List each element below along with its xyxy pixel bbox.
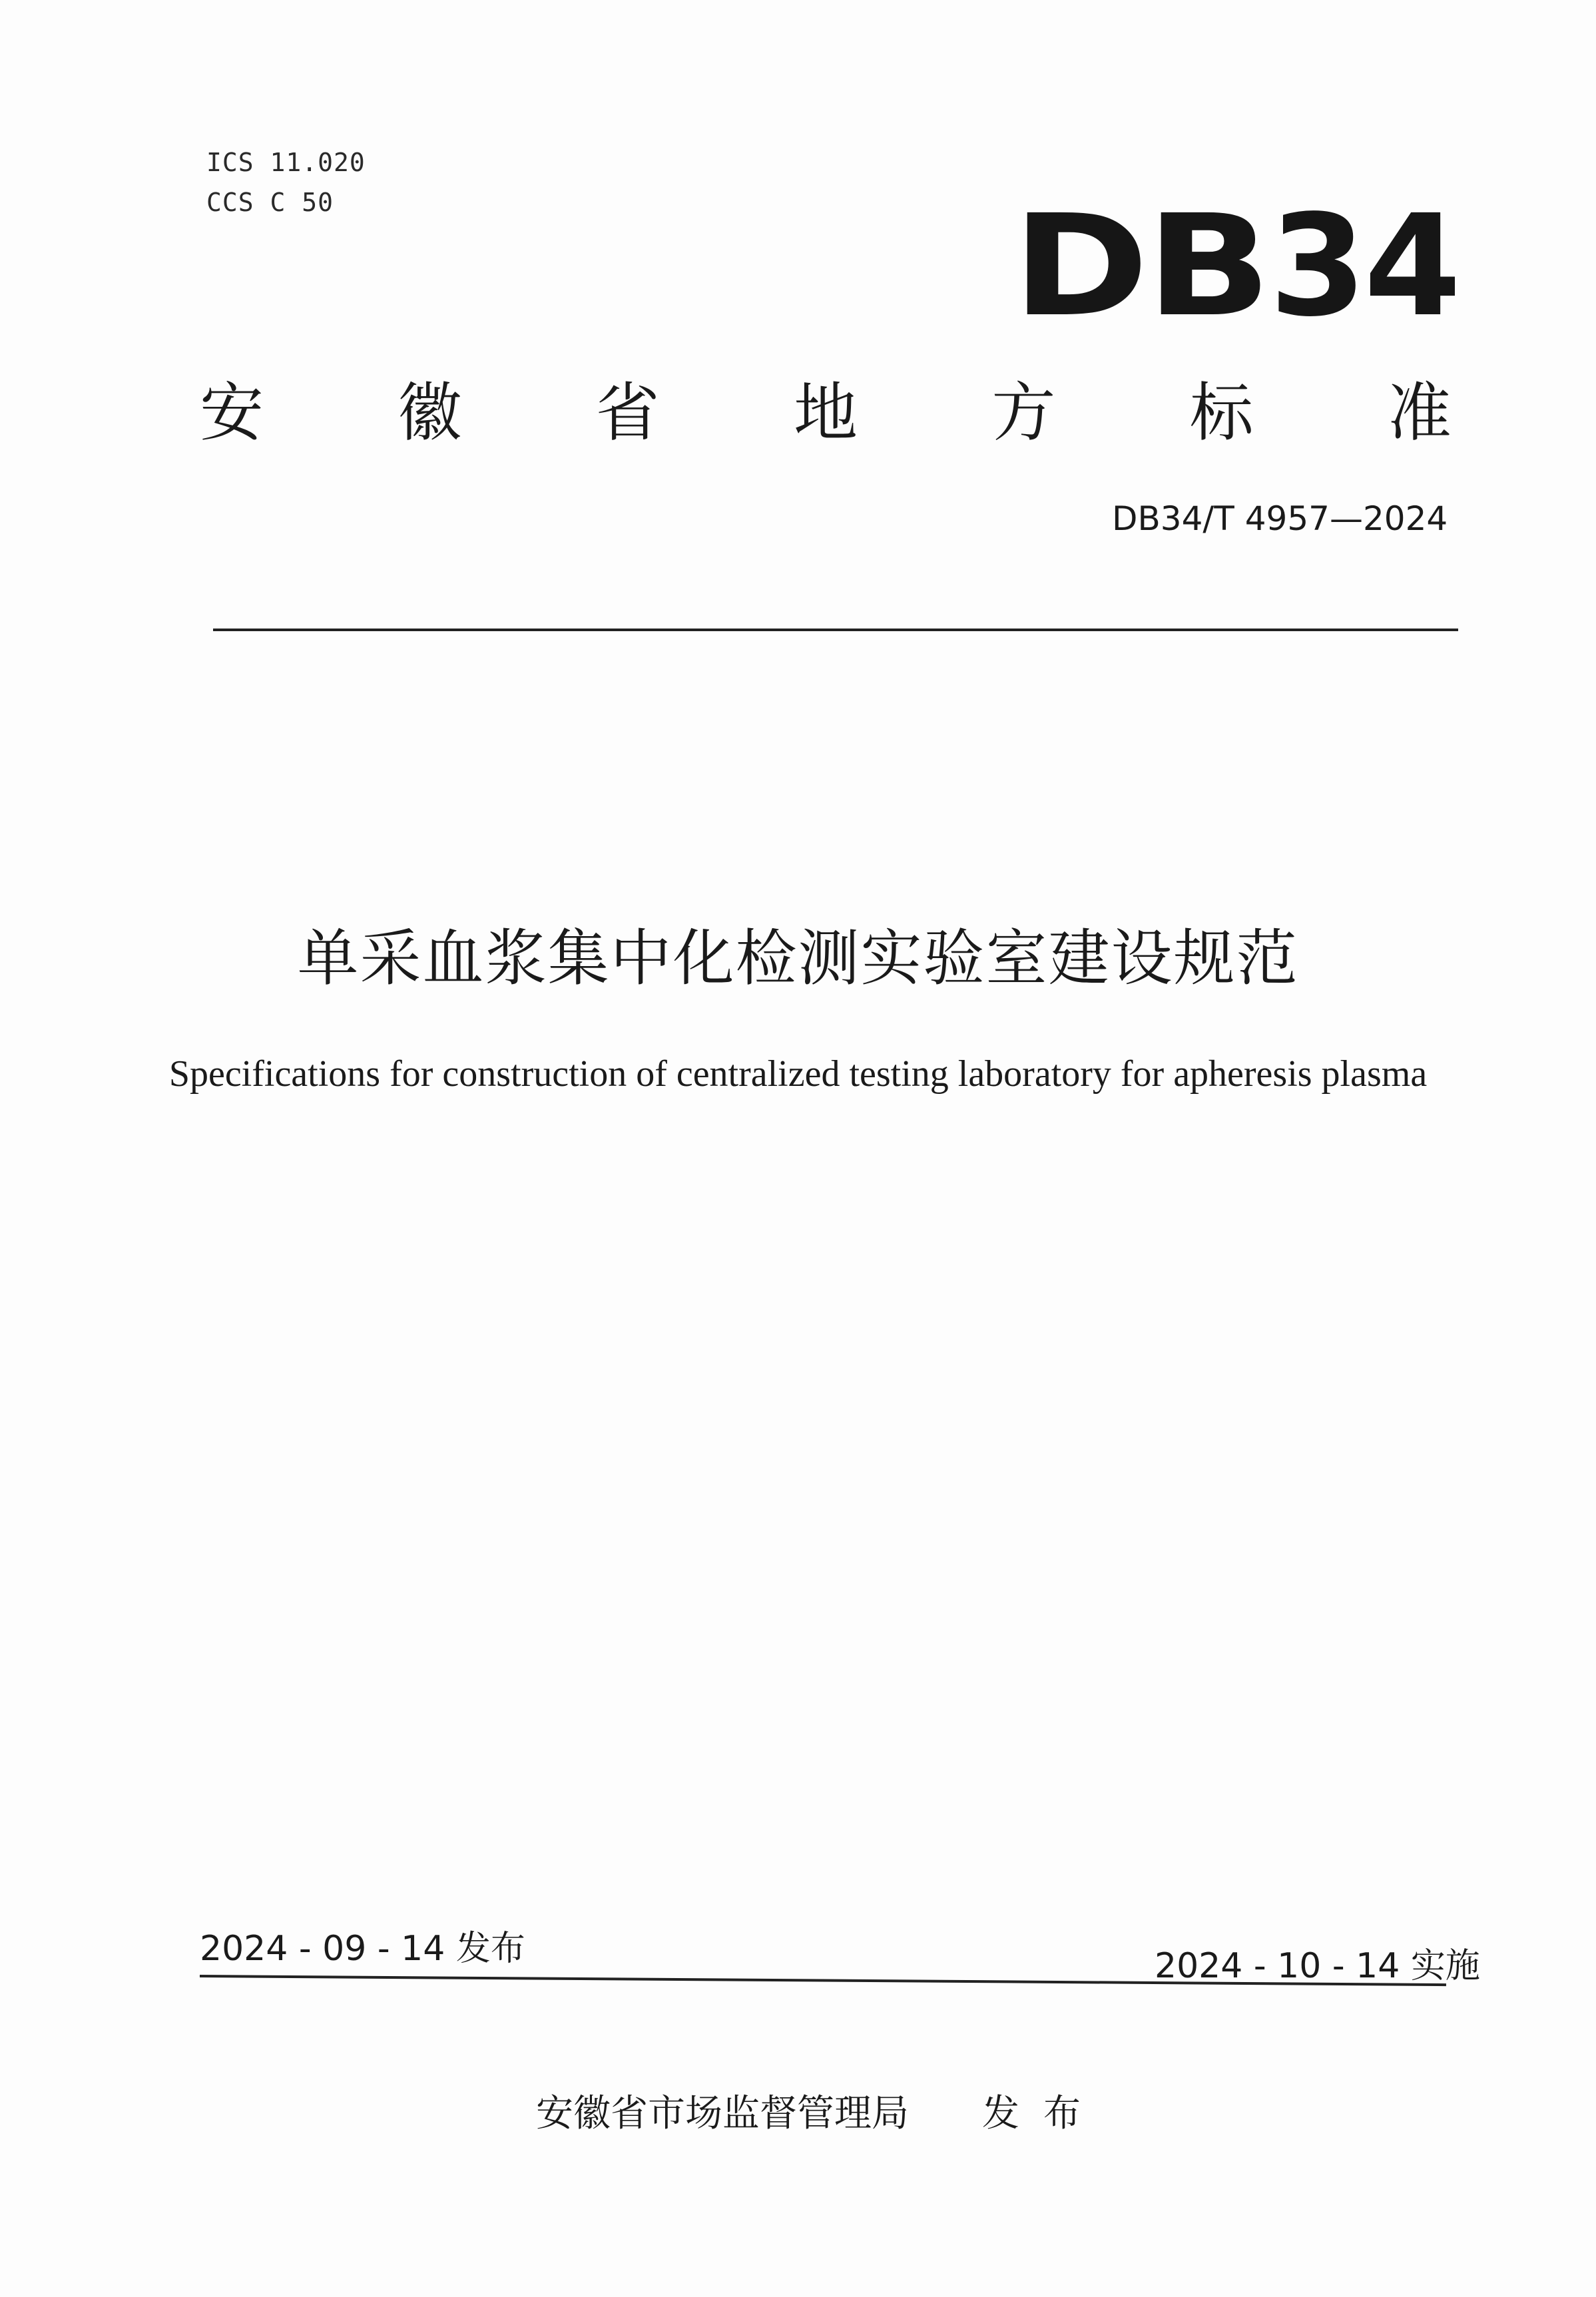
title-english: Specifications for construction of centralized testing laboratory for apheresis plasma [168,1053,1428,1095]
ccs-code: CCS C 50 [206,188,334,217]
doc-type-char: 标 [1189,376,1254,450]
doc-type-char: 省 [595,376,660,450]
doc-type-char: 徽 [398,376,462,450]
title-chinese: 单采血浆集中化检测实验室建设规范 [297,923,1299,994]
top-divider [213,629,1458,631]
implementation-date: 2024 - 10 - 14 实施 [1155,1946,1480,1986]
document-number: DB34/T 4957—2024 [1112,499,1448,538]
issuer-line [536,2084,1105,2137]
doc-type-char: 地 [793,376,858,450]
issue-date: 2024 - 09 - 14 发布 [200,1929,525,1969]
document-type-heading [200,373,1452,453]
ics-code: ICS 11.020 [206,148,366,177]
db34-logo [1012,184,1459,348]
logo-code-text: 34 [1269,184,1459,348]
issue-verb: 发布 [982,2092,1105,2135]
issuer-name: 安徽省市场监督管理局 [536,2092,909,2135]
doc-type-char: 准 [1387,376,1452,450]
doc-type-char: 方 [991,376,1056,450]
doc-type-char: 安 [200,376,264,450]
logo-db-text: DB [1012,184,1269,348]
